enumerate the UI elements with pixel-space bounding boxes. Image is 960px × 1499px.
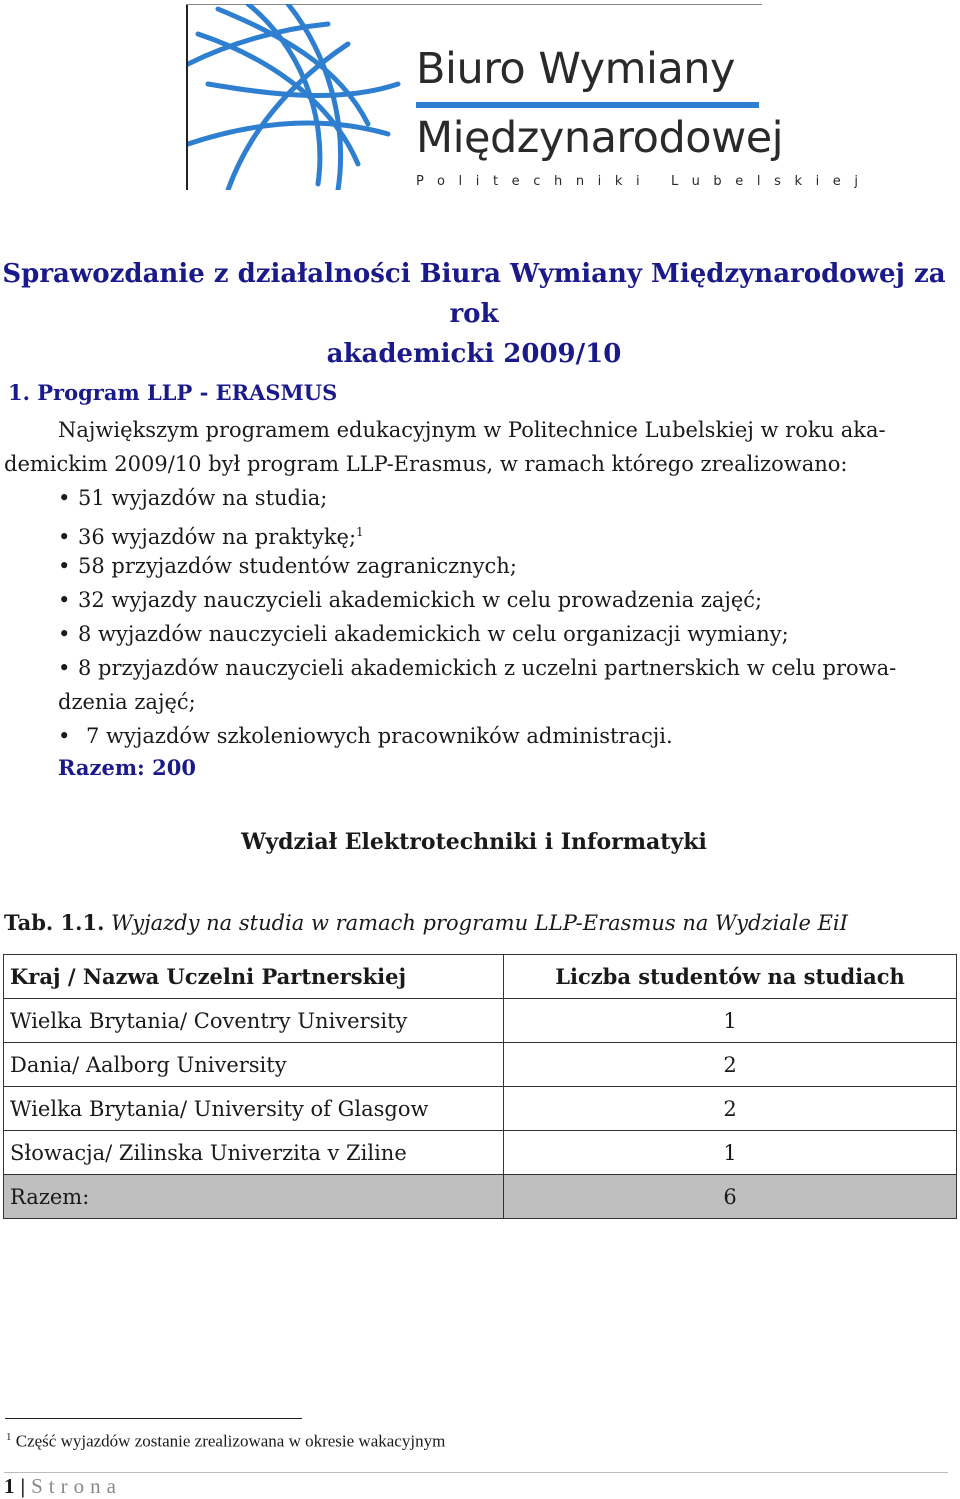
footnote-marker: 1 bbox=[6, 1431, 12, 1443]
list-item: • 51 wyjazdów na studia; bbox=[58, 486, 328, 510]
logo-title-line1: Biuro Wymiany bbox=[416, 44, 736, 94]
table-cell: 2 bbox=[504, 1087, 957, 1131]
table-row bbox=[4, 1043, 957, 1087]
list-item: • 8 przyjazdów nauczycieli akademickich z uczelni partnerskich w celu prowa- bbox=[58, 656, 897, 680]
table-row bbox=[4, 1087, 957, 1131]
list-item-continuation: dzenia zajęć; bbox=[58, 690, 196, 714]
table-caption bbox=[4, 910, 848, 935]
table-cell: Razem: bbox=[4, 1175, 504, 1219]
table-header: Liczba studentów na studiach bbox=[504, 955, 957, 999]
logo-accent-bar bbox=[416, 102, 759, 108]
footer-page-word: Strona bbox=[31, 1474, 122, 1498]
page-number: 1 bbox=[4, 1474, 15, 1498]
list-item: • 32 wyjazdy nauczycieli akademickich w celu prowadzenia zajęć; bbox=[58, 588, 763, 612]
logo-subtitle: Politechniki Lubelskiej bbox=[416, 174, 872, 189]
page-title-line1: Sprawozdanie z działalności Biura Wymiany Międzynarodowej za rok bbox=[2, 259, 946, 329]
page-footer bbox=[4, 1474, 122, 1499]
table-header-row bbox=[4, 955, 957, 999]
intro-line1: Największym programem edukacyjnym w Politechnice Lubelskiej w roku aka- bbox=[58, 418, 886, 442]
table-cell: Wielka Brytania/ University of Glasgow bbox=[4, 1087, 504, 1131]
table-total-row bbox=[4, 1175, 957, 1219]
section-total: Razem: 200 bbox=[58, 755, 196, 780]
section-heading: 1. Program LLP - ERASMUS bbox=[8, 380, 338, 405]
table-cell: Dania/ Aalborg University bbox=[4, 1043, 504, 1087]
table-row bbox=[4, 999, 957, 1043]
results-table bbox=[3, 954, 957, 1219]
footnote-divider bbox=[5, 1418, 302, 1419]
logo bbox=[186, 4, 872, 192]
page-title bbox=[0, 254, 948, 374]
table-cell: 6 bbox=[504, 1175, 957, 1219]
footer-separator: | bbox=[20, 1474, 26, 1498]
table-caption-text: Wyjazdy na studia w ramach programu LLP-Erasmus na Wydziale EiI bbox=[111, 911, 848, 935]
list-item: • 36 wyjazdów na praktykę;$^1$ bbox=[58, 525, 364, 549]
footer-divider bbox=[4, 1472, 948, 1473]
intro-line2: demickim 2009/10 był program LLP-Erasmus, w ramach którego zrealizowano: bbox=[4, 452, 848, 476]
table-cell: Wielka Brytania/ Coventry University bbox=[4, 999, 504, 1043]
table-cell: 1 bbox=[504, 999, 957, 1043]
table-cell: 1 bbox=[504, 1131, 957, 1175]
footnote-text: Część wyjazdów zostanie zrealizowana w okresie wakacyjnym bbox=[15, 1431, 446, 1451]
globe-icon bbox=[188, 4, 416, 190]
footnote-ref: 1 bbox=[356, 525, 364, 539]
page-title-line2: akademicki 2009/10 bbox=[326, 339, 622, 369]
footnote bbox=[6, 1431, 445, 1452]
list-item: • 58 przyjazdów studentów zagranicznych; bbox=[58, 554, 517, 578]
department-heading: Wydział Elektrotechniki i Informatyki bbox=[241, 829, 707, 855]
table-caption-number: Tab. 1.1. bbox=[4, 910, 105, 935]
logo-title-line2: Międzynarodowej bbox=[416, 113, 784, 163]
list-item: • 7 wyjazdów szkoleniowych pracowników administracji. bbox=[58, 724, 673, 748]
table-cell: 2 bbox=[504, 1043, 957, 1087]
table-header: Kraj / Nazwa Uczelni Partnerskiej bbox=[4, 955, 504, 999]
list-item: • 8 wyjazdów nauczycieli akademickich w celu organizacji wymiany; bbox=[58, 622, 789, 646]
table-row bbox=[4, 1131, 957, 1175]
table-cell: Słowacja/ Zilinska Univerzita v Ziline bbox=[4, 1131, 504, 1175]
